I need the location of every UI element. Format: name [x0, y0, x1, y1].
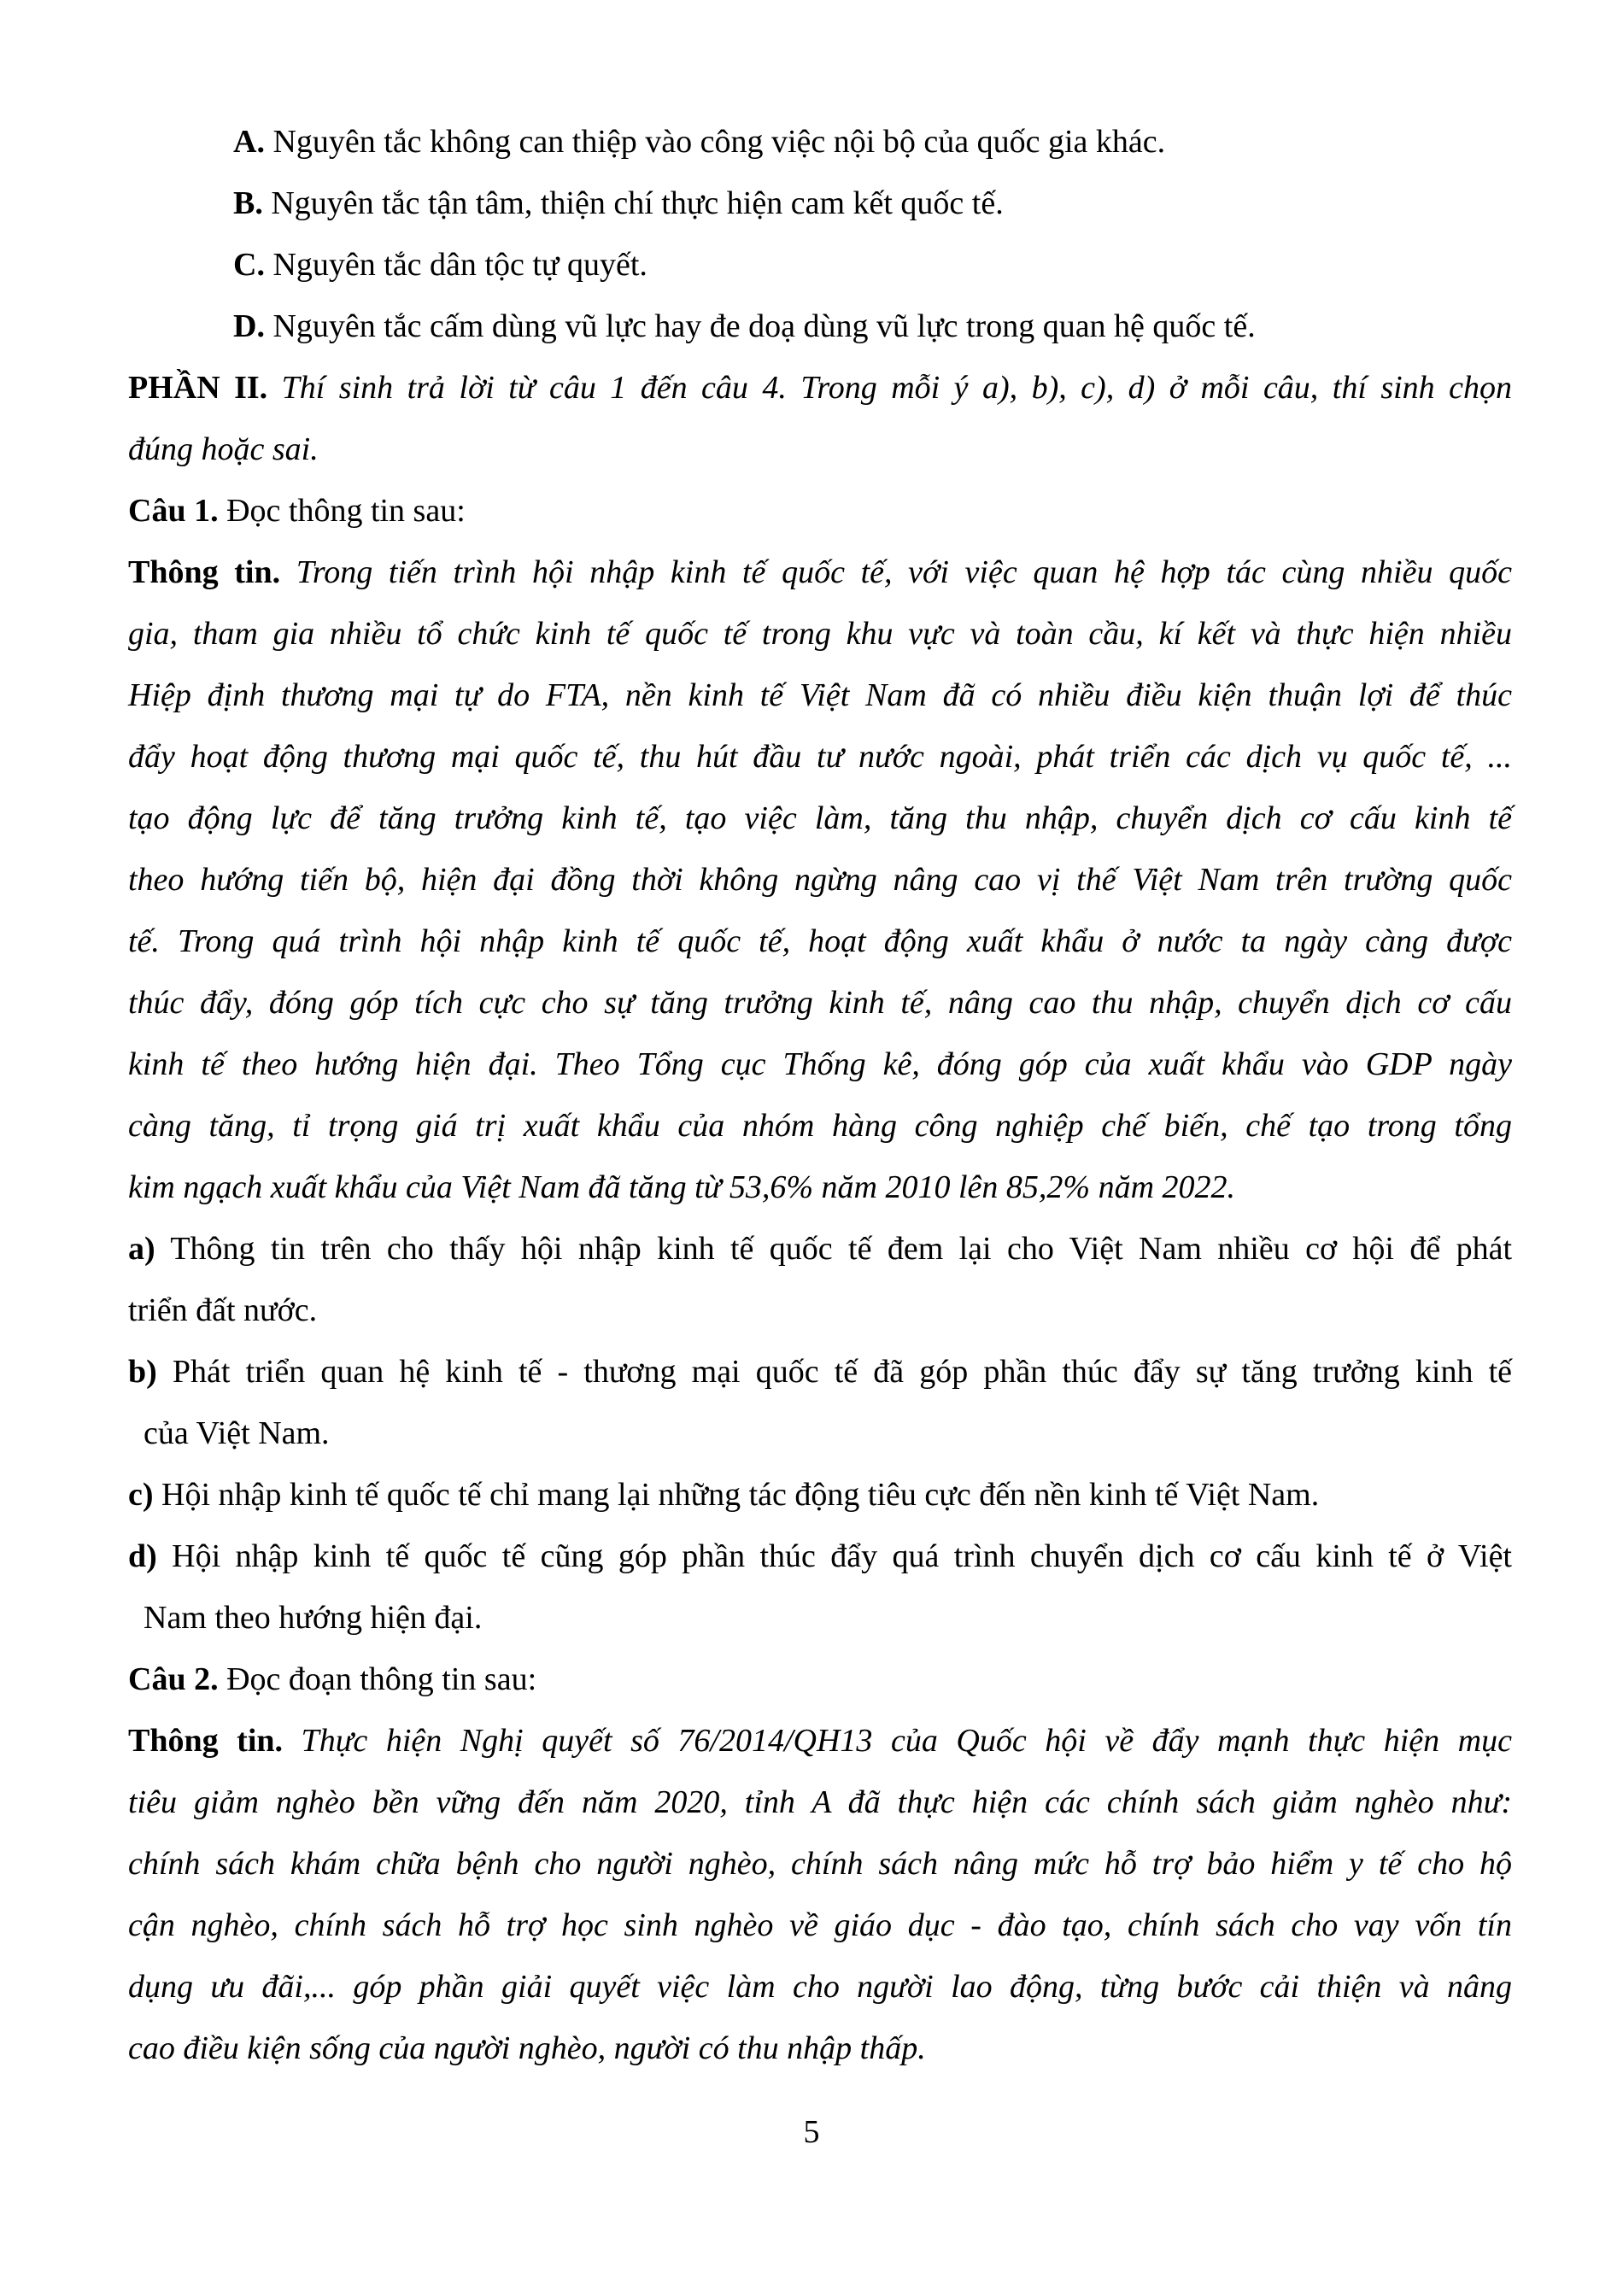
statement-label: b) — [128, 1354, 157, 1390]
option-text: Nguyên tắc tận tâm, thiện chí thực hiện cam kết quốc tế. — [262, 185, 1004, 221]
info-line: kinh tế theo hướng hiện đại. Theo Tổng cục Thống kê, đóng góp của xuất khẩu vào GDP ngày — [128, 1046, 1512, 1082]
part2-instruction-cont: đúng hoặc sai. — [128, 431, 319, 467]
statement-label: d) — [128, 1538, 157, 1574]
statement-c — [128, 1464, 1512, 1526]
part2-label: PHẦN II. — [128, 370, 268, 406]
statement-text: Thông tin trên cho thấy hội nhập kinh tế quốc tế đem lại cho Việt Nam nhiều cơ hội để phát — [155, 1231, 1512, 1267]
option-letter: B. — [233, 185, 263, 221]
info-line — [128, 542, 1512, 603]
info-line: cận nghèo, chính sách hỗ trợ học sinh nghèo về giáo dục - đào tạo, chính sách cho vay vốn tín — [128, 1907, 1512, 1943]
statement-b-cont: của Việt Nam. — [144, 1415, 330, 1451]
info-label: Thông tin. — [128, 554, 281, 590]
info-text: Trong tiến trình hội nhập kinh tế quốc tế, với việc quan hệ hợp tác cùng nhiều quốc — [280, 554, 1512, 590]
statement-text: Hội nhập kinh tế quốc tế chỉ mang lại những tác động tiêu cực đến nền kinh tế Việt Nam. — [153, 1477, 1320, 1513]
info-line: thúc đẩy, đóng góp tích cực cho sự tăng trưởng kinh tế, nâng cao thu nhập, chuyển dịch cơ cấu — [128, 985, 1512, 1021]
option-d — [128, 296, 1512, 357]
question-label: Câu 2. — [128, 1661, 219, 1697]
info-line: theo hướng tiến bộ, hiện đại đồng thời không ngừng nâng cao vị thế Việt Nam trên trường quốc — [128, 862, 1512, 898]
info-line: tạo động lực để tăng trưởng kinh tế, tạo việc làm, tăng thu nhập, chuyển dịch cơ cấu kinh tế — [128, 800, 1512, 836]
info-text: Thực hiện Nghị quyết số 76/2014/QH13 của Quốc hội về đẩy mạnh thực hiện mục — [283, 1723, 1512, 1759]
question-2-info — [128, 1710, 1512, 2079]
info-line: cao điều kiện sống của người nghèo, người có thu nhập thấp. — [128, 2030, 926, 2066]
page-number: 5 — [803, 2114, 820, 2150]
statement-a-cont: triển đất nước. — [128, 1292, 318, 1328]
question-1-heading — [128, 480, 1512, 542]
info-line: gia, tham gia nhiều tổ chức kinh tế quốc tế trong khu vực và toàn cầu, kí kết và thực hiện nhiều — [128, 616, 1512, 652]
statement-text: Hội nhập kinh tế quốc tế cũng góp phần thúc đẩy quá trình chuyển dịch cơ cấu kinh tế ở Việt — [156, 1538, 1512, 1574]
option-letter: A. — [233, 124, 265, 160]
question-label: Câu 1. — [128, 493, 219, 529]
statement-text: Phát triển quan hệ kinh tế - thương mại quốc tế đã góp phần thúc đẩy sự tăng trưởng kinh tế — [156, 1354, 1512, 1390]
info-line: tiêu giảm nghèo bền vững đến năm 2020, tỉnh A đã thực hiện các chính sách giảm nghèo như: — [128, 1784, 1512, 1820]
option-letter: D. — [233, 308, 265, 344]
info-line: càng tăng, tỉ trọng giá trị xuất khẩu của nhóm hàng công nghiệp chế biến, chế tạo trong tổng — [128, 1108, 1512, 1144]
info-line: chính sách khám chữa bệnh cho người nghèo, chính sách nâng mức hỗ trợ bảo hiểm y tế cho hộ — [128, 1846, 1512, 1882]
part2-instruction: Thí sinh trả lời từ câu 1 đến câu 4. Trong mỗi ý a), b), c), d) ở mỗi câu, thí sinh chọn — [267, 370, 1512, 406]
option-a — [128, 111, 1512, 173]
part2-heading — [128, 357, 1512, 419]
info-line: tế. Trong quá trình hội nhập kinh tế quốc tế, hoạt động xuất khẩu ở nước ta ngày càng được — [128, 923, 1512, 959]
statement-b — [128, 1341, 1512, 1403]
info-label: Thông tin. — [128, 1723, 284, 1759]
question-1-info — [128, 542, 1512, 1218]
statement-d — [128, 1526, 1512, 1587]
info-line: đẩy hoạt động thương mại quốc tế, thu hút đầu tư nước ngoài, phát triển các dịch vụ quốc tế, ... — [128, 739, 1512, 775]
document-page — [128, 111, 1512, 2079]
option-text: Nguyên tắc không can thiệp vào công việc nội bộ của quốc gia khác. — [264, 124, 1166, 160]
option-b — [128, 173, 1512, 234]
statement-label: c) — [128, 1477, 154, 1513]
info-line — [128, 1710, 1512, 1772]
info-line: kim ngạch xuất khẩu của Việt Nam đã tăng từ 53,6% năm 2010 lên 85,2% năm 2022. — [128, 1169, 1236, 1205]
question-prompt: Đọc thông tin sau: — [218, 493, 466, 529]
option-letter: C. — [233, 247, 265, 283]
question-prompt: Đọc đoạn thông tin sau: — [218, 1661, 537, 1697]
question-2-heading — [128, 1649, 1512, 1710]
info-line: dụng ưu đãi,... góp phần giải quyết việc làm cho người lao động, từng bước cải thiện và nâng — [128, 1969, 1512, 2005]
info-line: Hiệp định thương mại tự do FTA, nền kinh tế Việt Nam đã có nhiều điều kiện thuận lợi để thúc — [128, 677, 1512, 713]
option-text: Nguyên tắc dân tộc tự quyết. — [264, 247, 647, 283]
option-c — [128, 234, 1512, 296]
statement-a — [128, 1218, 1512, 1280]
statement-d-cont: Nam theo hướng hiện đại. — [144, 1600, 483, 1636]
option-text: Nguyên tắc cấm dùng vũ lực hay đe doạ dùng vũ lực trong quan hệ quốc tế. — [264, 308, 1256, 344]
statement-label: a) — [128, 1231, 155, 1267]
